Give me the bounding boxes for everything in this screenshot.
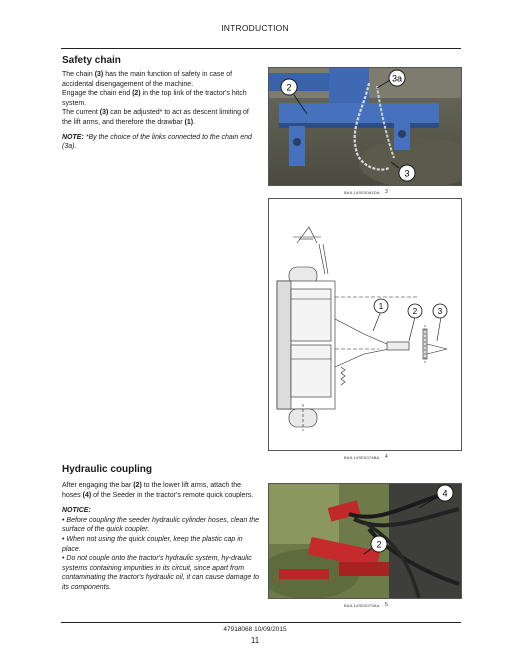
svg-text:4: 4: [442, 488, 448, 499]
notice-bullet-3: • Do not couple onto the tractor's hydraulic system, hy-draulic systems containing impurities in its circuit, since apart from contaminating the tractor's hydraulic oil, it can cause damage to its components.: [62, 555, 260, 591]
safety-para-3: The current (3) can be adjusted* to act as descent limiting of the lift arms, and therefore the drawbar (1).: [62, 109, 249, 126]
callout-3: [399, 165, 415, 181]
safety-chain-text: [62, 70, 260, 152]
header-rule: [61, 48, 461, 49]
hydraulic-coupling-photo-illustration: [269, 484, 461, 598]
svg-text:3a: 3a: [391, 73, 403, 84]
callout-1: [374, 299, 388, 313]
notice-bullet-1: • Before coupling the seeder hydraulic cylinder hoses, clean the surface of the quick coupler.: [62, 516, 260, 534]
figure-5-number: 5: [385, 602, 388, 608]
document-code: 47918068 10/09/2015: [223, 626, 287, 633]
footer-rule: [61, 622, 461, 623]
svg-text:2: 2: [376, 539, 382, 550]
callout-2: [281, 79, 297, 95]
figure-safety-chain-photo: [268, 67, 462, 186]
figure-technical-drawing: [268, 198, 462, 451]
section-title-hydraulic-coupling: Hydraulic coupling: [62, 464, 153, 475]
figure-3-code: BAIL14SE0081DA: [344, 190, 380, 195]
svg-text:3: 3: [404, 168, 410, 179]
figure-4-number: 4: [385, 454, 388, 460]
callout-2: [371, 536, 387, 552]
safety-chain-photo-illustration: [269, 68, 461, 185]
svg-text:1: 1: [378, 302, 384, 311]
svg-text:2: 2: [412, 307, 418, 316]
callout-3a: [389, 70, 405, 86]
callout-2: [408, 304, 422, 318]
safety-note: NOTE: *By the choice of the links connected to the chain end (3a).: [62, 133, 252, 151]
svg-text:2: 2: [286, 82, 292, 93]
callout-4: [437, 485, 453, 501]
page-number: 11: [250, 636, 260, 645]
notice-label: NOTICE:: [62, 507, 91, 515]
safety-para-2: Engage the chain end (2) in the top link of the tractor's hitch system.: [62, 90, 247, 107]
callout-3: [433, 304, 447, 318]
svg-text:3: 3: [437, 307, 443, 316]
figure-3-number: 3: [385, 189, 388, 195]
figure-5-code: BAIL14SE0079AA: [344, 603, 380, 608]
hydraulic-coupling-text: [62, 481, 260, 593]
section-title-safety-chain: Safety chain: [62, 55, 121, 66]
hitch-technical-drawing: [269, 199, 461, 450]
figure-hydraulic-coupling-photo: [268, 483, 462, 599]
page-header-title: INTRODUCTION: [221, 23, 289, 33]
hydraulic-para-1: After engaging the bar (2) to the lower lift arms, attach the hoses (4) of the Seeder in the tractor's remote quick couplers.: [62, 482, 254, 499]
safety-para-1: The chain (3) has the main function of safety in case of accidental disengagement of the machine.: [62, 71, 233, 88]
notice-bullet-2: • When not using the quick coupler, keep the plastic cap in place.: [62, 535, 243, 553]
figure-4-code: BAIL14SE0078BA: [344, 455, 380, 460]
